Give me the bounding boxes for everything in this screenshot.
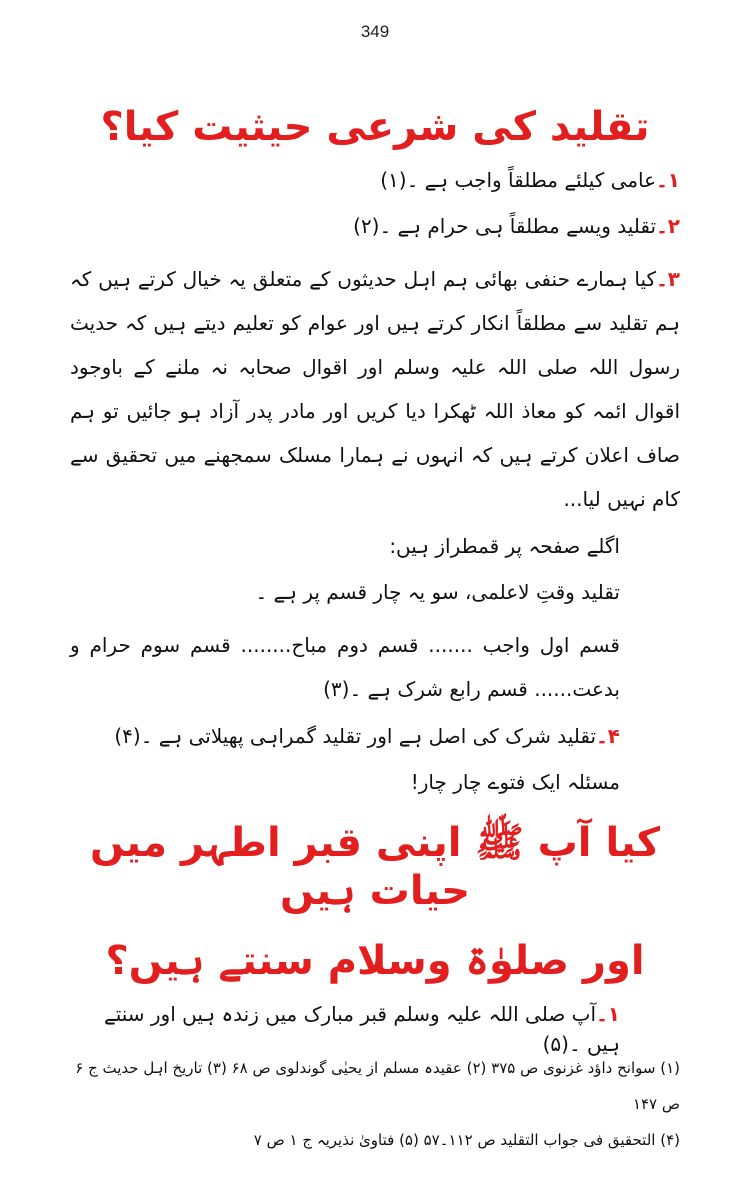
section-heading-2: کیا آپ ﷺ اپنی قبر اطہر میں حیات ہیں [89,820,661,914]
types-line: قسم اول واجب ....... قسم دوم مباح........ قسم سوم حرام و بدعت...... قسم رابع شرک ہے ۔(۳) [70,633,620,701]
item-number: ۱۔ [596,1002,620,1026]
section-heading: تقلید کی شرعی حیثیت کیا؟ [100,104,650,150]
masala-line: مسئلہ ایک فتوے چار چار! [410,770,620,794]
page-content [70,95,680,1075]
item-text: تقلید ویسے مطلقاً ہی حرام ہے ۔(۲) [353,214,657,238]
item-number: ۱۔ [656,168,680,192]
list-item-2 [70,211,680,241]
item-text: کیا ہمارے حنفی بھائی ہم اہل حدیثوں کے متعلق یہ خیال کرتے ہیں کہ ہم تقلید سے مطلقاً انکار کرتے ہیں اور عوام کو تعلیم دیتے ہیں کہ حدیث رسول اللہ صلی اللہ علیہ وسلم اور اقوال صحابہ نہ ملنے کے باوجود اقوال ائمہ کو معاذ اللہ ٹھکرا دیا کریں اور مادر پدر آزاد ہو جائیں تو ہم صاف اعلان کرتے ہیں کہ انہوں نے ہمارا مسلک سمجھنے میں تحقیق سے کام نہیں لیا... [70,267,680,511]
next-page-line: اگلے صفحہ پر قمطراز ہیں: [389,534,620,558]
item-text: آپ صلی اللہ علیہ وسلم قبر مبارک میں زندہ ہیں اور سنتے ہیں ۔(۵) [103,1002,620,1056]
item-number: ۲۔ [656,214,680,238]
footnotes [70,1050,680,1158]
item-text: تقلید شرک کی اصل ہے اور تقلید گمراہی پھیلاتی ہے ۔(۴) [114,724,597,748]
list-item-3 [70,257,680,521]
page-number: 349 [360,22,390,41]
item-number: ۳۔ [656,267,680,291]
item-number: ۴۔ [596,724,620,748]
section-heading-3: اور صلوٰۃ وسلام سنتے ہیں؟ [105,938,645,984]
list-item-4 [70,721,680,751]
footnote-line-1: (۱) سوانح داؤد غزنوی ص ۳۷۵ (۲) عقیدہ مسلم از یحیٰی گوندلوی ص ۶۸ (۳) تاریخ اہل حدیث ج ۶ ص ۱۴۷ [75,1059,680,1113]
taqleed-line: تقلید وقتِ لاعلمی، سو یہ چار قسم پر ہے ۔ [255,580,620,604]
item-text: عامی کیلئے مطلقاً واجب ہے ۔(۱) [380,168,657,192]
list-item-1 [70,165,680,195]
footnote-line-2: (۴) التحقیق فی جواب التقلید ص ۱۱۲۔۵۷ (۵) فتاویٰ نذیریہ ج ۱ ص ۷ [253,1131,680,1149]
